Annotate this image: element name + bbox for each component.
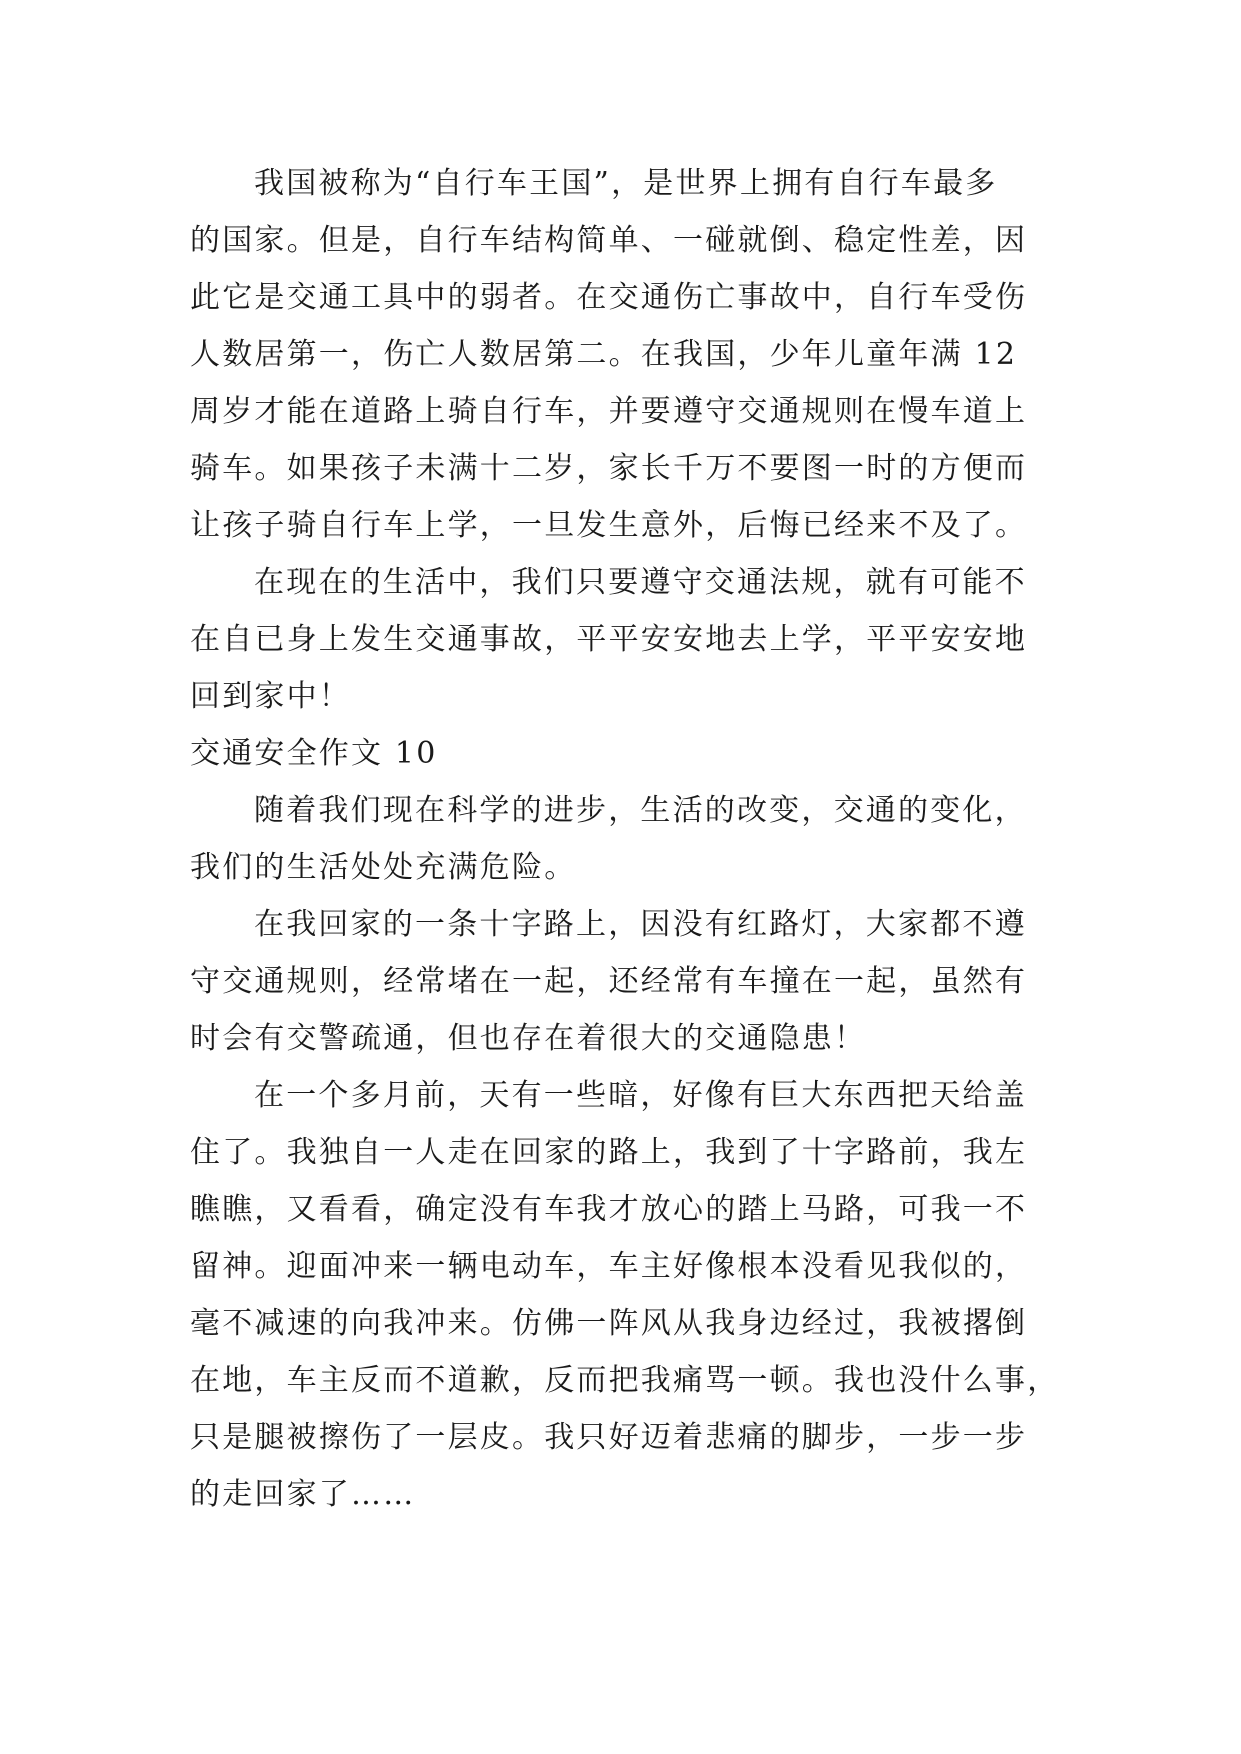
paragraph-intro xyxy=(190,782,1070,896)
paragraph-bicycle-kingdom xyxy=(190,155,1070,554)
text-line: 在现在的生活中，我们只要遵守交通法规，就有可能不 xyxy=(254,565,1027,600)
text-line: 回到家中！ xyxy=(190,679,351,714)
text-line: 在自已身上发生交通事故，平平安安地去上学，平平安安地 xyxy=(190,622,1028,657)
text-line: 守交通规则，经常堵在一起，还经常有车撞在一起，虽然有 xyxy=(190,964,1028,999)
text-line: 随着我们现在科学的进步，生活的改变，交通的变化， xyxy=(254,793,1027,828)
paragraph-accident xyxy=(190,1067,1070,1523)
text-line: 我们的生活处处充满危险。 xyxy=(190,850,577,885)
paragraph-crossroad xyxy=(190,896,1070,1067)
essay-heading xyxy=(190,725,1070,782)
text-line: 住了。我独自一人走在回家的路上，我到了十字路前，我左 xyxy=(190,1135,1028,1170)
document-body xyxy=(190,155,1070,1523)
text-line: 此它是交通工具中的弱者。在交通伤亡事故中，自行车受伤 xyxy=(190,280,1028,315)
text-line: 的走回家了…… xyxy=(190,1477,416,1512)
text-line: 留神。迎面冲来一辆电动车，车主好像根本没看见我似的， xyxy=(190,1249,1028,1284)
text-line: 人数居第一，伤亡人数居第二。在我国，少年儿童年满 12 xyxy=(190,337,1018,372)
text-line: 我国被称为“自行车王国”，是世界上拥有自行车最多 xyxy=(254,166,998,201)
text-line: 让孩子骑自行车上学，一旦发生意外，后悔已经来不及了。 xyxy=(190,508,1028,543)
text-line: 毫不减速的向我冲来。仿佛一阵风从我身边经过，我被撂倒 xyxy=(190,1306,1028,1341)
heading-text: 交通安全作文 10 xyxy=(190,736,438,771)
text-line: 骑车。如果孩子未满十二岁，家长千万不要图一时的方便而 xyxy=(190,451,1028,486)
text-line: 在我回家的一条十字路上，因没有红路灯，大家都不遵 xyxy=(254,907,1027,942)
text-line: 在一个多月前，天有一些暗，好像有巨大东西把天给盖 xyxy=(254,1078,1027,1113)
text-line: 在地，车主反而不道歉，反而把我痛骂一顿。我也没什么事， xyxy=(190,1363,1060,1398)
text-line: 瞧瞧，又看看，确定没有车我才放心的踏上马路，可我一不 xyxy=(190,1192,1028,1227)
text-line: 周岁才能在道路上骑自行车，并要遵守交通规则在慢车道上 xyxy=(190,394,1028,429)
text-line: 只是腿被擦伤了一层皮。我只好迈着悲痛的脚步，一步一步 xyxy=(190,1420,1028,1455)
text-line: 时会有交警疏通，但也存在着很大的交通隐患！ xyxy=(190,1021,867,1056)
text-line: 的国家。但是，自行车结构简单、一碰就倒、稳定性差，因 xyxy=(190,223,1028,258)
paragraph-obey-rules xyxy=(190,554,1070,725)
